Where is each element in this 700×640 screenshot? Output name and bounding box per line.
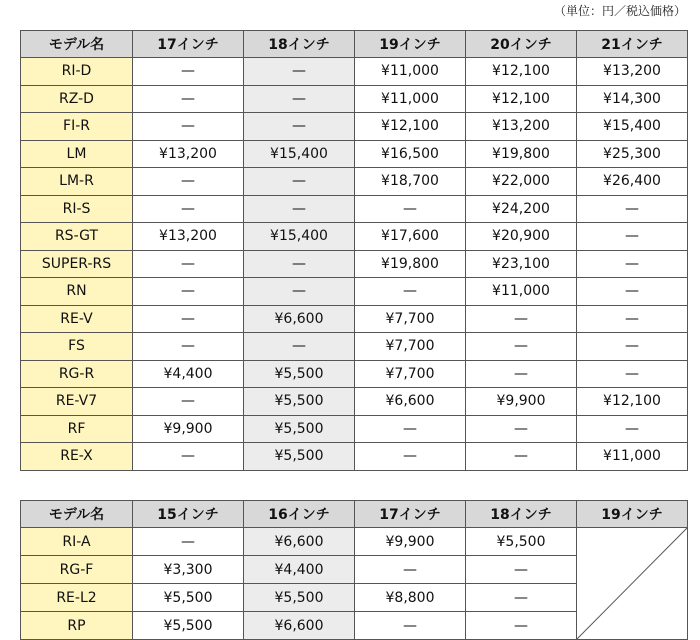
table-row (21, 140, 688, 168)
price-table-2 (20, 500, 688, 640)
price-cell: — (133, 250, 244, 278)
price-cell: — (577, 250, 688, 278)
price-cell: ¥7,700 (355, 333, 466, 361)
table-header-row (21, 31, 688, 58)
price-cell: — (244, 113, 355, 141)
table-row (21, 250, 688, 278)
price-cell: ¥13,200 (577, 58, 688, 86)
price-cell: — (244, 333, 355, 361)
price-cell: ¥6,600 (244, 528, 355, 556)
diagonal-slash (577, 528, 687, 639)
price-cell: ¥18,700 (355, 168, 466, 196)
price-cell: — (133, 333, 244, 361)
unit-note: （単位：円／税込価格） (553, 4, 686, 18)
model-name-cell: FI-R (21, 113, 133, 141)
price-cell: ¥5,500 (244, 584, 355, 612)
header-size-4: 20インチ (466, 31, 577, 58)
table-row (21, 223, 688, 251)
price-cell: ¥5,500 (244, 443, 355, 471)
price-cell: — (466, 415, 577, 443)
price-cell: ¥9,900 (133, 415, 244, 443)
model-name-cell: RG-F (21, 556, 133, 584)
price-cell: — (466, 333, 577, 361)
price-cell: ¥13,200 (133, 223, 244, 251)
price-cell: — (133, 168, 244, 196)
model-name-cell: SUPER-RS (21, 250, 133, 278)
model-name-cell: LM-R (21, 168, 133, 196)
header-size-3: 19インチ (355, 31, 466, 58)
price-cell: ¥5,500 (466, 528, 577, 556)
header-size-4: 18インチ (466, 501, 577, 528)
price-cell: — (577, 278, 688, 306)
price-cell: — (355, 556, 466, 584)
price-cell: ¥19,800 (355, 250, 466, 278)
price-cell: ¥24,200 (466, 195, 577, 223)
model-name-cell: RE-V7 (21, 388, 133, 416)
price-cell: ¥5,500 (244, 388, 355, 416)
price-cell: ¥8,800 (355, 584, 466, 612)
price-cell: ¥25,300 (577, 140, 688, 168)
model-name-cell: RP (21, 612, 133, 640)
price-cell: ¥9,900 (355, 528, 466, 556)
price-cell: ¥9,900 (466, 388, 577, 416)
price-cell: ¥19,800 (466, 140, 577, 168)
price-cell: — (466, 443, 577, 471)
price-cell: — (133, 85, 244, 113)
table-row (21, 85, 688, 113)
header-size-2: 18インチ (244, 31, 355, 58)
price-cell: — (133, 195, 244, 223)
price-cell: — (466, 305, 577, 333)
price-cell: ¥11,000 (355, 58, 466, 86)
price-cell: ¥26,400 (577, 168, 688, 196)
price-cell: ¥5,500 (133, 584, 244, 612)
price-cell: ¥12,100 (466, 58, 577, 86)
table-row (21, 443, 688, 471)
model-name-cell: FS (21, 333, 133, 361)
price-cell: — (133, 443, 244, 471)
price-cell: — (133, 278, 244, 306)
table-row (21, 360, 688, 388)
table-row (21, 58, 688, 86)
header-size-1: 15インチ (133, 501, 244, 528)
price-cell: ¥15,400 (244, 223, 355, 251)
price-cell: — (466, 612, 577, 640)
price-cell: — (577, 360, 688, 388)
price-cell: — (133, 305, 244, 333)
price-cell: — (133, 58, 244, 86)
table-row (21, 333, 688, 361)
header-size-2: 16インチ (244, 501, 355, 528)
price-cell: — (244, 195, 355, 223)
price-cell: ¥13,200 (466, 113, 577, 141)
price-cell: ¥4,400 (244, 556, 355, 584)
price-cell: — (355, 443, 466, 471)
header-size-5: 19インチ (577, 501, 688, 528)
price-cell: ¥12,100 (355, 113, 466, 141)
table-row (21, 305, 688, 333)
header-model-name: モデル名 (21, 31, 133, 58)
price-cell: — (355, 612, 466, 640)
price-cell: ¥7,700 (355, 305, 466, 333)
price-cell: — (577, 223, 688, 251)
table-row (21, 113, 688, 141)
price-cell: ¥15,400 (244, 140, 355, 168)
price-cell: ¥23,100 (466, 250, 577, 278)
price-cell: ¥12,100 (577, 388, 688, 416)
model-name-cell: RE-L2 (21, 584, 133, 612)
table-row (21, 415, 688, 443)
price-cell: — (133, 113, 244, 141)
price-cell: — (577, 415, 688, 443)
model-name-cell: RI-D (21, 58, 133, 86)
price-cell: — (466, 584, 577, 612)
model-name-cell: RI-S (21, 195, 133, 223)
header-size-3: 17インチ (355, 501, 466, 528)
price-cell: ¥12,100 (466, 85, 577, 113)
price-cell: — (244, 168, 355, 196)
price-cell: — (577, 305, 688, 333)
table-header-row (21, 501, 688, 528)
model-name-cell: RS-GT (21, 223, 133, 251)
table-row (21, 195, 688, 223)
price-cell: — (466, 556, 577, 584)
table-row (21, 278, 688, 306)
header-model-name: モデル名 (21, 501, 133, 528)
price-cell: — (244, 278, 355, 306)
price-cell: ¥11,000 (355, 85, 466, 113)
model-name-cell: RF (21, 415, 133, 443)
price-cell: ¥17,600 (355, 223, 466, 251)
price-cell: — (133, 528, 244, 556)
price-cell: — (577, 333, 688, 361)
price-cell: ¥11,000 (466, 278, 577, 306)
model-name-cell: LM (21, 140, 133, 168)
price-cell: — (244, 250, 355, 278)
table-row (21, 168, 688, 196)
not-applicable-cell (577, 528, 688, 640)
price-cell: — (355, 195, 466, 223)
price-cell: ¥5,500 (244, 360, 355, 388)
model-name-cell: RE-V (21, 305, 133, 333)
model-name-cell: RI-A (21, 528, 133, 556)
model-name-cell: RN (21, 278, 133, 306)
model-name-cell: RG-R (21, 360, 133, 388)
price-cell: ¥3,300 (133, 556, 244, 584)
price-cell: ¥5,500 (244, 415, 355, 443)
model-name-cell: RE-X (21, 443, 133, 471)
price-cell: — (355, 415, 466, 443)
price-cell: ¥15,400 (577, 113, 688, 141)
price-cell: ¥6,600 (355, 388, 466, 416)
price-cell: — (466, 360, 577, 388)
price-cell: ¥14,300 (577, 85, 688, 113)
price-cell: ¥4,400 (133, 360, 244, 388)
header-size-5: 21インチ (577, 31, 688, 58)
header-size-1: 17インチ (133, 31, 244, 58)
price-cell: — (577, 195, 688, 223)
price-cell: — (244, 85, 355, 113)
price-table-1 (20, 30, 688, 471)
price-cell: ¥20,900 (466, 223, 577, 251)
table-row (21, 388, 688, 416)
price-cell: ¥5,500 (133, 612, 244, 640)
price-cell: ¥13,200 (133, 140, 244, 168)
price-cell: — (355, 278, 466, 306)
price-cell: ¥11,000 (577, 443, 688, 471)
price-cell: ¥6,600 (244, 305, 355, 333)
price-cell: ¥7,700 (355, 360, 466, 388)
price-cell: — (244, 58, 355, 86)
table-row (21, 528, 688, 556)
price-cell: ¥16,500 (355, 140, 466, 168)
price-cell: ¥6,600 (244, 612, 355, 640)
price-cell: ¥22,000 (466, 168, 577, 196)
model-name-cell: RZ-D (21, 85, 133, 113)
price-cell: — (133, 388, 244, 416)
